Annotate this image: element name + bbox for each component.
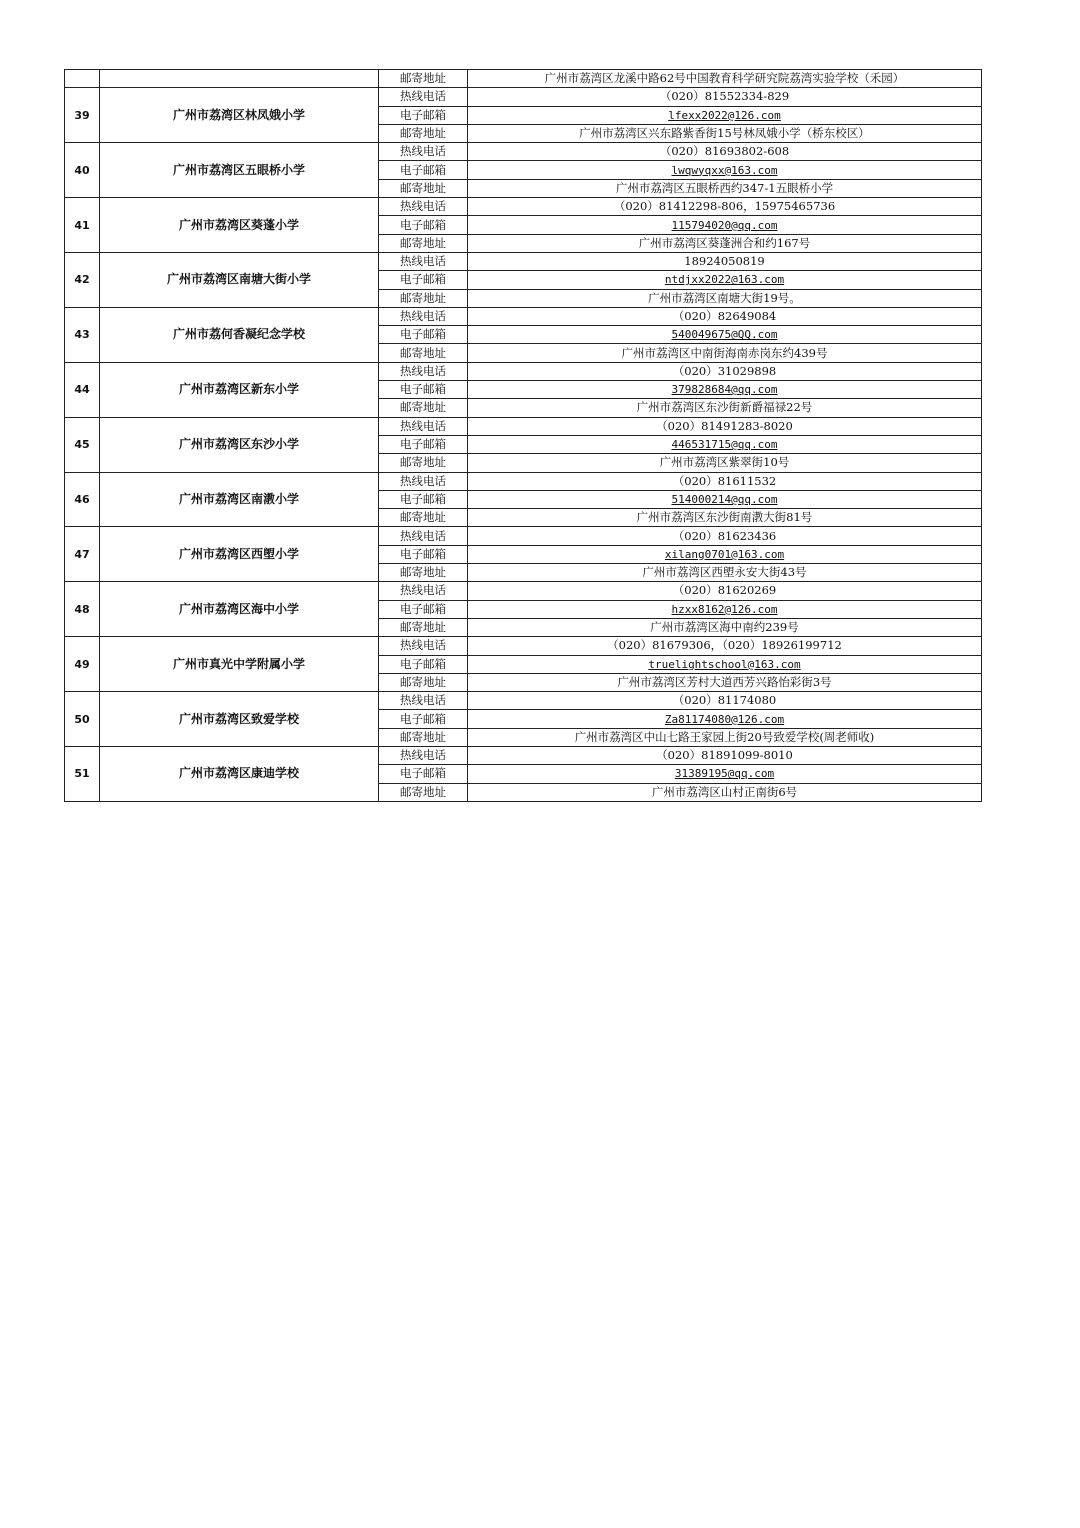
school-name: 广州市荔湾区五眼桥小学	[100, 143, 379, 198]
email-label: 电子邮箱	[379, 765, 468, 783]
email-value[interactable]	[468, 490, 982, 508]
table-row	[65, 198, 982, 216]
table-row	[65, 70, 982, 88]
address-label: 邮寄地址	[379, 673, 468, 691]
school-name: 广州市荔湾区葵蓬小学	[100, 198, 379, 253]
address-value: 广州市荔湾区山村正南街6号	[468, 783, 982, 801]
school-name: 广州市荔湾区东沙小学	[100, 417, 379, 472]
address-value: 广州市荔湾区西塱永安大街43号	[468, 564, 982, 582]
phone-value: （020）82649084	[468, 307, 982, 325]
email-value[interactable]	[468, 161, 982, 179]
phone-label: 热线电话	[379, 746, 468, 764]
phone-value: （020）81412298-806，15975465736	[468, 198, 982, 216]
table-row	[65, 746, 982, 764]
email-value[interactable]	[468, 655, 982, 673]
email-link[interactable]: hzxx8162@126.com	[671, 602, 778, 616]
phone-label: 热线电话	[379, 472, 468, 490]
address-label: 邮寄地址	[379, 783, 468, 801]
address-label: 邮寄地址	[379, 344, 468, 362]
email-label: 电子邮箱	[379, 381, 468, 399]
phone-label: 热线电话	[379, 252, 468, 270]
phone-label: 热线电话	[379, 637, 468, 655]
table-body	[65, 70, 982, 802]
email-value[interactable]	[468, 600, 982, 618]
phone-value: （020）81679306，（020）18926199712	[468, 637, 982, 655]
school-number: 46	[65, 472, 100, 527]
phone-value: （020）81174080	[468, 692, 982, 710]
address-label: 邮寄地址	[379, 728, 468, 746]
address-value: 广州市荔湾区兴东路紫香街15号林凤娥小学（桥东校区）	[468, 124, 982, 142]
email-value[interactable]	[468, 545, 982, 563]
email-label: 电子邮箱	[379, 435, 468, 453]
phone-label: 热线电话	[379, 527, 468, 545]
address-value: 广州市荔湾区龙溪中路62号中国教育科学研究院荔湾实验学校（禾园）	[468, 70, 982, 88]
email-label: 电子邮箱	[379, 600, 468, 618]
table-row	[65, 527, 982, 545]
email-link[interactable]: 514000214@qq.com	[671, 492, 778, 506]
address-label: 邮寄地址	[379, 454, 468, 472]
table-row	[65, 692, 982, 710]
table-row	[65, 307, 982, 325]
phone-value: （020）81491283-8020	[468, 417, 982, 435]
school-name: 广州市荔何香凝纪念学校	[100, 307, 379, 362]
phone-value: （020）81552334-829	[468, 88, 982, 106]
address-value: 广州市荔湾区东沙街新爵福禄22号	[468, 399, 982, 417]
email-label: 电子邮箱	[379, 655, 468, 673]
phone-value: （020）81623436	[468, 527, 982, 545]
school-number: 51	[65, 746, 100, 801]
phone-label: 热线电话	[379, 198, 468, 216]
email-link[interactable]: 540049675@QQ.com	[671, 328, 778, 342]
school-number: 41	[65, 198, 100, 253]
phone-value: 18924050819	[468, 252, 982, 270]
email-label: 电子邮箱	[379, 271, 468, 289]
email-link[interactable]: ntdjxx2022@163.com	[664, 273, 785, 287]
table-row	[65, 143, 982, 161]
phone-label: 热线电话	[379, 307, 468, 325]
school-number: 45	[65, 417, 100, 472]
table-row	[65, 417, 982, 435]
school-number: 50	[65, 692, 100, 747]
email-value[interactable]	[468, 326, 982, 344]
email-label: 电子邮箱	[379, 216, 468, 234]
phone-label: 热线电话	[379, 417, 468, 435]
address-label: 邮寄地址	[379, 234, 468, 252]
email-link[interactable]: truelightschool@163.com	[648, 657, 801, 671]
address-label: 邮寄地址	[379, 289, 468, 307]
email-value[interactable]	[468, 710, 982, 728]
school-number: 42	[65, 252, 100, 307]
phone-label: 热线电话	[379, 692, 468, 710]
school-name: 广州市荔湾区康迪学校	[100, 746, 379, 801]
email-value[interactable]	[468, 271, 982, 289]
email-link[interactable]: 31389195@qq.com	[674, 767, 775, 781]
school-number: 48	[65, 582, 100, 637]
email-label: 电子邮箱	[379, 106, 468, 124]
address-label: 邮寄地址	[379, 509, 468, 527]
school-number: 47	[65, 527, 100, 582]
phone-value: （020）31029898	[468, 362, 982, 380]
address-label: 邮寄地址	[379, 564, 468, 582]
table-row	[65, 252, 982, 270]
school-number: 39	[65, 88, 100, 143]
email-value[interactable]	[468, 381, 982, 399]
school-name: 广州市荔湾区致爱学校	[100, 692, 379, 747]
table-row	[65, 582, 982, 600]
email-label: 电子邮箱	[379, 161, 468, 179]
index-cell	[65, 70, 100, 88]
email-value[interactable]	[468, 765, 982, 783]
address-value: 广州市荔湾区葵蓬洲合和约167号	[468, 234, 982, 252]
phone-value: （020）81611532	[468, 472, 982, 490]
phone-value: （020）81693802-608	[468, 143, 982, 161]
address-value: 广州市荔湾区中山七路王家园上街20号致爱学校(周老师收)	[468, 728, 982, 746]
school-name: 广州市荔湾区南漖小学	[100, 472, 379, 527]
email-value[interactable]	[468, 435, 982, 453]
email-link[interactable]: lwqwyqxx@163.com	[671, 163, 778, 177]
phone-value: （020）81620269	[468, 582, 982, 600]
email-link[interactable]: Za81174080@126.com	[664, 712, 785, 726]
school-name-cell	[100, 70, 379, 88]
email-label: 电子邮箱	[379, 710, 468, 728]
school-number: 49	[65, 637, 100, 692]
school-name: 广州市真光中学附属小学	[100, 637, 379, 692]
phone-value: （020）81891099-8010	[468, 746, 982, 764]
table-row	[65, 472, 982, 490]
table-row	[65, 637, 982, 655]
address-label: 邮寄地址	[379, 124, 468, 142]
address-label: 邮寄地址	[379, 70, 468, 88]
school-contact-table	[64, 69, 982, 802]
school-name: 广州市荔湾区海中小学	[100, 582, 379, 637]
address-value: 广州市荔湾区海中南约239号	[468, 618, 982, 636]
table-row	[65, 88, 982, 106]
email-link[interactable]: 446531715@qq.com	[671, 438, 778, 452]
address-value: 广州市荔湾区芳村大道西芳兴路怡彩街3号	[468, 673, 982, 691]
address-value: 广州市荔湾区五眼桥西约347-1五眼桥小学	[468, 179, 982, 197]
address-value: 广州市荔湾区中南街海南赤岗东约439号	[468, 344, 982, 362]
school-name: 广州市荔湾区林凤娥小学	[100, 88, 379, 143]
email-value[interactable]	[468, 216, 982, 234]
address-value: 广州市荔湾区南塘大街19号。	[468, 289, 982, 307]
address-label: 邮寄地址	[379, 399, 468, 417]
email-value[interactable]	[468, 106, 982, 124]
email-link[interactable]: 379828684@qq.com	[671, 383, 778, 397]
email-link[interactable]: xilang0701@163.com	[664, 547, 785, 561]
school-number: 44	[65, 362, 100, 417]
address-value: 广州市荔湾区紫翠街10号	[468, 454, 982, 472]
school-name: 广州市荔湾区新东小学	[100, 362, 379, 417]
phone-label: 热线电话	[379, 362, 468, 380]
email-label: 电子邮箱	[379, 545, 468, 563]
email-link[interactable]: lfexx2022@126.com	[668, 108, 781, 122]
school-name: 广州市荔湾区南塘大街小学	[100, 252, 379, 307]
school-number: 40	[65, 143, 100, 198]
address-value: 广州市荔湾区东沙街南漖大街81号	[468, 509, 982, 527]
email-label: 电子邮箱	[379, 326, 468, 344]
address-label: 邮寄地址	[379, 179, 468, 197]
school-number: 43	[65, 307, 100, 362]
school-name: 广州市荔湾区西塱小学	[100, 527, 379, 582]
address-label: 邮寄地址	[379, 618, 468, 636]
email-link[interactable]: 115794020@qq.com	[671, 218, 778, 232]
phone-label: 热线电话	[379, 88, 468, 106]
table-row	[65, 362, 982, 380]
email-label: 电子邮箱	[379, 490, 468, 508]
phone-label: 热线电话	[379, 143, 468, 161]
phone-label: 热线电话	[379, 582, 468, 600]
